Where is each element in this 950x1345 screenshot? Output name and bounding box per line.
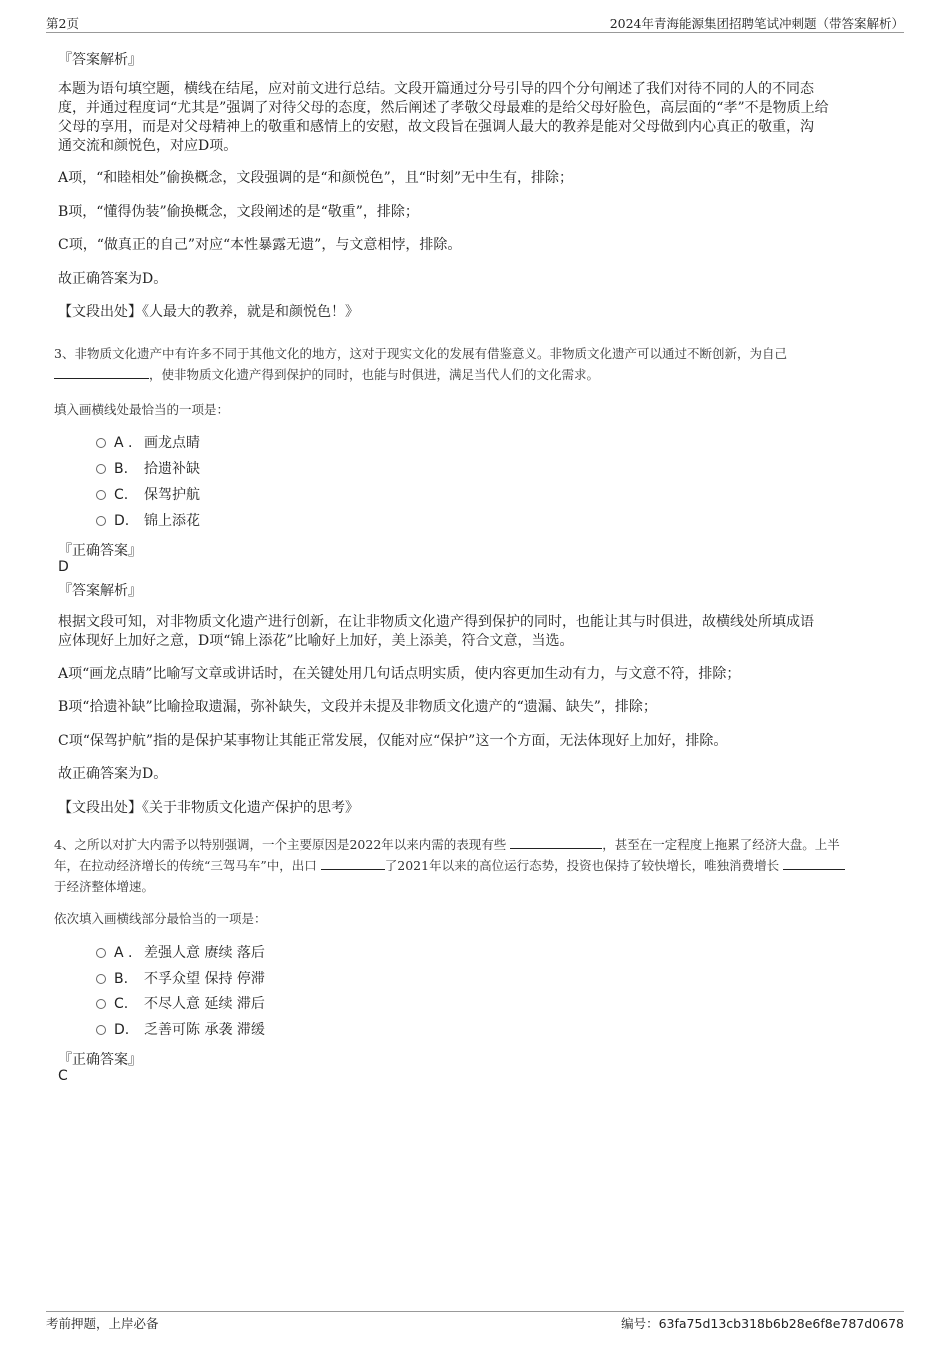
q4-option-c[interactable]: C. 不尽人意 延续 滞后 — [96, 994, 265, 1014]
q3-option-b[interactable]: B. 拾遗补缺 — [96, 459, 200, 479]
q2-option-a-analysis: A项，“和睦相处”偷换概念，文段强调的是“和颜悦色”，且“时刻”无中生有，排除； — [58, 170, 574, 186]
radio-icon[interactable] — [96, 516, 106, 526]
answer-blank — [510, 836, 602, 849]
text-line: 本题为语句填空题，横线在结尾，应对前文进行总结。文段开篇通过分号引导的四个分句阐述了我们对待不同的人的不同态 — [58, 81, 814, 97]
footer-slogan: 考前押题，上岸必备 — [46, 1316, 159, 1331]
radio-icon[interactable] — [96, 999, 106, 1009]
q2-option-b-analysis: B项，“懂得伪装”偷换概念，文段阐述的是“敬重”，排除； — [58, 204, 419, 220]
text-line: 父母的享用，而是对父母精神上的敬重和感情上的安慰，故文段旨在强调人最大的教养是能对父母做到内心真正的敬重，沟 — [58, 119, 814, 135]
q3-option-d[interactable]: D. 锦上添花 — [96, 511, 200, 531]
document-id: 编号：63fa75d13cb318b6b28e6f8e787d0678 — [621, 1316, 904, 1331]
q4-stem-line-3: 于经济整体增速。 — [54, 879, 155, 894]
q2-conclusion: 故正确答案为D。 — [58, 271, 168, 287]
q4-answer: C — [58, 1068, 68, 1084]
answer-blank — [54, 366, 149, 379]
radio-icon[interactable] — [96, 490, 106, 500]
radio-icon[interactable] — [96, 464, 106, 474]
q4-option-d[interactable]: D. 乏善可陈 承袭 滞缓 — [96, 1020, 265, 1040]
q4-option-a[interactable]: A . 差强人意 赓续 落后 — [96, 943, 265, 963]
q4-option-b[interactable]: B. 不孚众望 保持 停滞 — [96, 969, 265, 989]
q3-option-b-analysis: B项“拾遗补缺”比喻捡取遗漏，弥补缺失，文段并未提及非物质文化遗产的“遗漏、缺失”，排除； — [58, 699, 657, 715]
q3-source: 【文段出处】《关于非物质文化遗产保护的思考》 — [58, 800, 359, 816]
q3-option-c[interactable]: C. 保驾护航 — [96, 485, 200, 505]
q2-option-c-analysis: C项，“做真正的自己”对应“本性暴露无遗”，与文意相悖，排除。 — [58, 237, 462, 253]
q2-analysis-heading: 『答案解析』 — [58, 52, 142, 68]
text-line: 度，并通过程度词“尤其是”强调了对待父母的态度，然后阐述了孝敬父母最难的是给父母好脸色，高层面的“孝”不是物质上给 — [58, 100, 829, 116]
q4-prompt: 依次填入画横线部分最恰当的一项是： — [54, 911, 267, 926]
q4-stem-line-2: 年，在拉动经济增长的传统“三驾马车”中，出口 了2021年以来的高位运行态势，投资也保持了较快增长，唯独消费增长 — [54, 855, 904, 876]
radio-icon[interactable] — [96, 438, 106, 448]
q4-stem-line-1: 4、之所以对扩大内需予以特别强调，一个主要原因是2022年以来内需的表现有些 ，甚至在一定程度上拖累了经济大盘。上半 — [54, 837, 840, 852]
answer-blank — [783, 857, 845, 870]
q3-stem — [54, 343, 904, 385]
q2-source: 【文段出处】《人最大的教养，就是和颜悦色！》 — [58, 304, 359, 320]
q3-answer-heading: 『正确答案』 — [58, 543, 142, 559]
text-line: 通交流和颜悦色，对应D项。 — [58, 138, 238, 154]
q3-stem-line-2: ，使非物质文化遗产得到保护的同时，也能与时俱进，满足当代人们的文化需求。 — [54, 364, 904, 385]
q3-analysis-paragraph — [58, 613, 814, 651]
radio-icon[interactable] — [96, 948, 106, 958]
answer-blank — [321, 857, 385, 870]
q3-conclusion: 故正确答案为D。 — [58, 766, 168, 782]
q3-answer: D — [58, 559, 69, 575]
q4-answer-heading: 『正确答案』 — [58, 1052, 142, 1068]
text-line: 根据文段可知，对非物质文化遗产进行创新，在让非物质文化遗产得到保护的同时，也能让其与时俱进，故横线处所填成语 — [58, 614, 814, 630]
q3-prompt: 填入画横线处最恰当的一项是： — [54, 402, 230, 417]
page-footer — [46, 1311, 904, 1332]
radio-icon[interactable] — [96, 974, 106, 984]
document-title: 2024年青海能源集团招聘笔试冲刺题（带答案解析） — [609, 16, 904, 31]
text-line: 应体现好上加好之意，D项“锦上添花”比喻好上加好，美上添美，符合文意，当选。 — [58, 633, 574, 649]
q3-option-a-analysis: A项“画龙点睛”比喻写文章或讲话时，在关键处用几句话点明实质，使内容更加生动有力，与文意不符，排除； — [58, 666, 741, 682]
q3-stem-line-1: 3、非物质文化遗产中有许多不同于其他文化的地方，这对于现实文化的发展有借鉴意义。非物质文化遗产可以通过不断创新，为自己 — [54, 346, 787, 361]
q4-stem — [54, 834, 904, 897]
page-number: 第2页 — [46, 16, 79, 31]
q3-option-a[interactable]: A . 画龙点睛 — [96, 433, 200, 453]
radio-icon[interactable] — [96, 1025, 106, 1035]
q3-analysis-heading: 『答案解析』 — [58, 583, 142, 599]
q3-option-c-analysis: C项“保驾护航”指的是保护某事物让其能正常发展，仅能对应“保护”这一个方面，无法体现好上加好，排除。 — [58, 733, 728, 749]
q2-analysis-paragraph — [58, 80, 829, 156]
page-header — [46, 14, 904, 33]
